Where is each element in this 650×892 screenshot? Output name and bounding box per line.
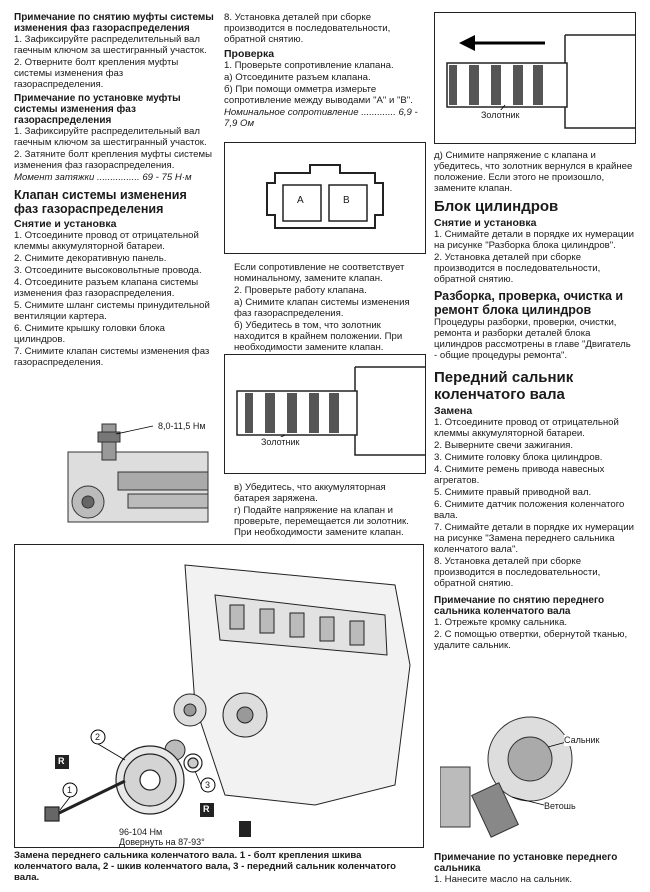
check-step: б) При помощи омметра измерьте сопротивление между выводами "А" и "В". xyxy=(224,84,413,106)
valve-torque-label: 8,0-11,5 Нм xyxy=(158,421,206,431)
nominal-spec: Номинальное сопротивление ............. 6,9 - 7,9 Ом xyxy=(224,107,418,129)
seal-step: 7. Снимайте детали в порядке их нумерации на рисунке "Замена переднего сальника коленчатого вала". xyxy=(434,522,634,555)
valve-step: 4. Отсоедините разъем клапана системы изменения фаз газораспределения. xyxy=(14,277,199,299)
middle-text: Если сопротивление не соответствует номинальному, замените клапан. xyxy=(234,262,405,284)
middle-text: в) Убедитесь, что аккумуляторная батарея заряжена. xyxy=(234,482,386,504)
valve-subtitle: Снятие и установка xyxy=(14,218,117,230)
install-note-title: Примечание по установке муфты системы изменения фаз газораспределения xyxy=(14,93,181,126)
seal-step: 8. Установка деталей при сборке производится в последовательности, обратной снятию. xyxy=(434,556,601,589)
torque-label: Момент затяжки xyxy=(14,172,95,183)
column-middle-2 xyxy=(234,262,422,354)
seal-step: 5. Снимите правый приводной вал. xyxy=(434,487,592,498)
badge-r-1: R xyxy=(58,756,65,766)
valve-step: 3. Отсоедините высоковольтные провода. xyxy=(14,265,202,276)
column-middle-3 xyxy=(234,482,422,539)
nominal-value: 6,9 - 7,9 Ом xyxy=(224,107,418,129)
torque-spec: Момент затяжки ................ 69 - 75 Н·м xyxy=(14,172,192,183)
torque-1: 96-104 Нм xyxy=(119,827,163,837)
spool-label-1: Золотник xyxy=(261,437,300,447)
terminal-b: B xyxy=(343,195,350,206)
check-step: а) Отсоедините разъем клапана. xyxy=(224,72,371,83)
spool-illustration-1 xyxy=(225,355,425,473)
valve-step: 5. Снимите шланг системы принудительной вентиляции картера. xyxy=(14,300,210,322)
seal-install-title: Примечание по установке переднего сальника xyxy=(434,852,618,874)
middle-text: 2. Проверьте работу клапана. xyxy=(234,285,367,296)
callout-2: 2 xyxy=(95,732,101,742)
rag-label: Ветошь xyxy=(544,801,576,811)
seal-title: Передний сальник коленчатого вала xyxy=(434,369,574,403)
engine-illustration xyxy=(15,545,423,847)
valve-step: 1. Отсоедините провод от отрицательной клеммы аккумуляторной батареи. xyxy=(14,230,199,252)
check-step: 1. Проверьте сопротивление клапана. xyxy=(224,60,394,71)
middle-text: б) Убедитесь в том, что золотник находится в крайнем положении. При необходимости замените клапан. xyxy=(234,320,403,353)
seal-subtitle: Замена xyxy=(434,405,473,417)
spool-label-2: Золотник xyxy=(481,110,520,120)
spool-illustration-2 xyxy=(435,13,635,143)
check-title: Проверка xyxy=(224,48,275,60)
removal-step: 1. Зафиксируйте распределительный вал гаечным ключом за шестигранный участок. xyxy=(14,34,207,56)
seal-removal-title: Примечание по снятию переднего сальника коленчатого вала xyxy=(434,595,605,617)
callout-1: 1 xyxy=(67,785,73,795)
seal-step: 6. Снимите датчик положения коленчатого вала. xyxy=(434,499,625,521)
removal-step: 2. Отверните болт крепления муфты системы изменения фаз газораспределения. xyxy=(14,57,179,90)
repair-text: Процедуры разборки, проверки, очистки, ремонта и разборки деталей блока цилиндров рассмотрены в главе "Двигатель - общие процедуры ремонта". xyxy=(434,317,631,361)
column-right-bottom xyxy=(434,852,634,886)
removal-note-title: Примечание по снятию муфты системы изменения фаз газораспределения xyxy=(14,12,214,34)
middle-text: а) Снимите клапан системы изменения фаз газораспределения. xyxy=(234,297,410,319)
block-step: 2. Установка деталей при сборке производится в последовательности, обратной снятию. xyxy=(434,252,601,285)
torque-2: Довернуть на 87-93° xyxy=(119,837,205,847)
spool-figure-2 xyxy=(434,12,636,144)
seal-step: 3. Снимите головку блока цилиндров. xyxy=(434,452,603,463)
valve-step: 6. Снимите крышку головки блока цилиндров. xyxy=(14,323,166,345)
column-right xyxy=(434,150,634,652)
seal-removal-illustration xyxy=(440,697,634,839)
callout-3: 3 xyxy=(205,780,211,790)
repair-title: Разборка, проверка, очистка и ремонт блока цилиндров xyxy=(434,289,624,317)
install-step: 2. Затяните болт крепления муфты системы изменения фаз газораспределения. xyxy=(14,149,213,171)
engine-figure xyxy=(14,544,424,848)
step-d: д) Снимите напряжение с клапана и убедитесь, что золотник вернулся в крайнее положение. Если этого не произошло, замените клапан. xyxy=(434,150,633,194)
nominal-label: Номинальное сопротивление xyxy=(224,107,359,118)
seal-removal-figure xyxy=(440,697,634,839)
block-subtitle: Снятие и установка xyxy=(434,217,537,229)
seal-step: 4. Снимите ремень привода навесных агрегатов. xyxy=(434,464,605,486)
valve-step: 2. Снимите декоративную панель. xyxy=(14,253,167,264)
column-left xyxy=(14,12,214,369)
spool-figure-1 xyxy=(224,354,426,474)
seal-removal-step: 1. Отрежьте кромку сальника. xyxy=(434,617,568,628)
connector-figure xyxy=(224,142,426,254)
seal-step: 1. Отсоедините провод от отрицательной клеммы аккумуляторной батареи. xyxy=(434,417,619,439)
engine-figure-caption: Замена переднего сальника коленчатого вала. 1 - болт крепления шкива коленчатого вала, 2 - шкив коленчатого вала, 3 - передний сальник коленчатого вала. xyxy=(14,850,397,883)
middle-text: г) Подайте напряжение на клапан и проверьте, перемещается ли золотник. При необходимости замените клапан. xyxy=(234,505,409,538)
seal-label: Сальник xyxy=(564,735,600,745)
torque-value: 69 - 75 Н·м xyxy=(142,172,192,183)
badge-r-2: R xyxy=(203,804,210,814)
install-step: 1. Зафиксируйте распределительный вал гаечным ключом за шестигранный участок. xyxy=(14,126,207,148)
seal-removal-step: 2. С помощью отвертки, обернутой тканью, удалите сальник. xyxy=(434,629,628,651)
reassembly-step: 8. Установка деталей при сборке производится в последовательности, обратной снятию. xyxy=(224,12,391,45)
block-step: 1. Снимайте детали в порядке их нумерации на рисунке "Разборка блока цилиндров". xyxy=(434,229,634,251)
block-title: Блок цилиндров xyxy=(434,198,559,215)
valve-section-title: Клапан системы изменения фаз газораспределения xyxy=(14,188,187,216)
terminal-a: A xyxy=(297,195,304,206)
connector-illustration xyxy=(225,143,425,253)
seal-step: 2. Выверните свечи зажигания. xyxy=(434,440,574,451)
seal-install-step: 1. Нанесите масло на сальник. xyxy=(434,874,572,885)
valve-location-figure xyxy=(58,412,218,540)
valve-step: 7. Снимите клапан системы изменения фаз газораспределения. xyxy=(14,346,210,368)
column-middle xyxy=(224,12,424,130)
